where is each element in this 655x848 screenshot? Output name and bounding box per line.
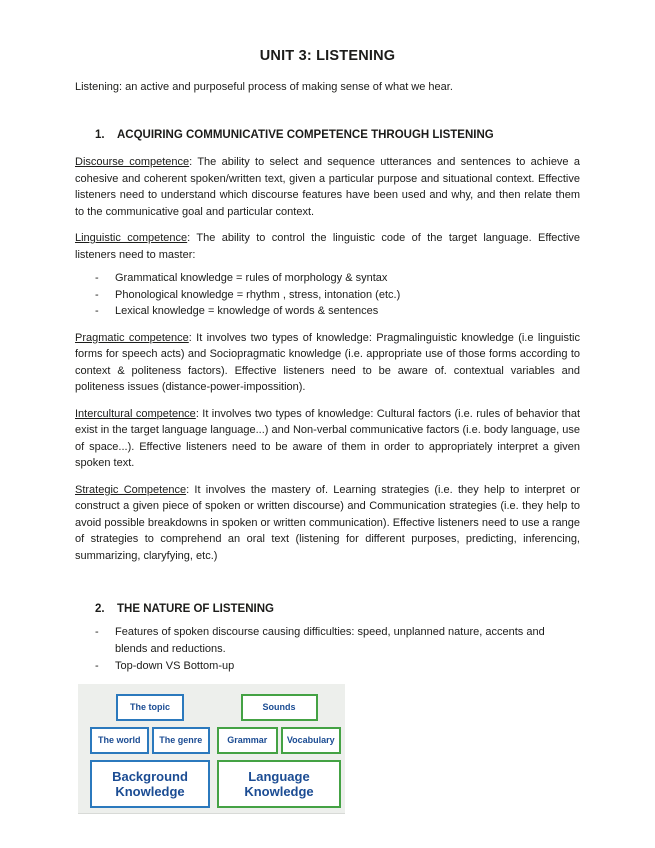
paragraph-intercultural-competence <box>75 406 580 472</box>
paragraph-linguistic-competence <box>75 230 580 263</box>
bullet-dash: - <box>95 626 99 638</box>
nature-bullet-list <box>75 624 580 675</box>
text-strategic-competence: : It involves the mastery of. Learning strategies (i.e. they help to interpret or construct a given piece of spoken or written discourse) and Communication strategies (i.e. they help to avoid possible breakdowns in spoken or written communication). Effective listeners need to use a range of strategies to comprehend an oral text (listening for different purposes, predicting, inferencing, summarizing, claryfying, etc.) <box>75 483 580 562</box>
term-pragmatic-competence: Pragmatic competence <box>75 331 189 344</box>
section-2-number: 2. <box>95 603 105 615</box>
list-item <box>75 624 580 658</box>
background-knowledge-mid-row <box>90 727 210 754</box>
knowledge-diagram-image <box>78 684 345 814</box>
text-discourse-competence: : The ability to select and sequence utterances and sentences to achieve a cohesive and coherent spoken/written text, given a particular purpose and situational context. Effective listeners need to understand which discourse features have been used and why, and then relate them to the communicative goal and particular context. <box>75 156 580 218</box>
paragraph-strategic-competence <box>75 482 580 565</box>
bullet-text-topdown-bottomup: Top-down VS Bottom-up <box>115 660 235 672</box>
background-knowledge-column <box>90 694 210 808</box>
bullet-text-lexical: Lexical knowledge = knowledge of words & sentences <box>115 305 379 317</box>
section-1-heading-text: ACQUIRING COMMUNICATIVE COMPETENCE THROUGH LISTENING <box>117 129 494 141</box>
bullet-dash: - <box>95 288 99 301</box>
language-knowledge-column <box>217 694 341 808</box>
diagram-box-language-knowledge: Language Knowledge <box>217 760 341 808</box>
diagram-box-grammar: Grammar <box>217 727 278 754</box>
bullet-text-phonological: Phonological knowledge = rhythm , stress, intonation (etc.) <box>115 288 401 301</box>
paragraph-discourse-competence <box>75 154 580 220</box>
list-item <box>75 270 580 287</box>
term-linguistic-competence: Linguistic competence <box>75 232 188 244</box>
bullet-dash: - <box>95 272 99 284</box>
bullet-dash: - <box>95 305 99 317</box>
term-discourse-competence: Discourse competence <box>75 156 190 168</box>
diagram-box-the-genre: The genre <box>152 727 211 754</box>
text-intercultural-competence: : It involves two types of knowledge: Cultural factors (i.e. rules of behavior that exist in the target language language...) and Non-verbal communicative factors (i.e. body language, use of space...). Effective listeners need to be aware of them in order to appropriately interpret a given spoken text. <box>75 407 581 469</box>
list-item <box>75 658 580 675</box>
intro-paragraph: Listening: an active and purposeful process of making sense of what we hear. <box>75 81 453 93</box>
section-2-heading <box>75 602 580 617</box>
bullet-text-features: Features of spoken discourse causing difficulties: speed, unplanned nature, accents and blends and reductions. <box>115 626 545 655</box>
list-item <box>75 287 580 304</box>
language-knowledge-mid-row <box>217 727 341 754</box>
diagram-box-vocabulary: Vocabulary <box>281 727 342 754</box>
document-title: UNIT 3: LISTENING <box>259 48 396 64</box>
term-strategic-competence: Strategic Competence <box>75 483 187 496</box>
bullet-text-grammatical: Grammatical knowledge = rules of morphology & syntax <box>115 272 388 284</box>
paragraph-pragmatic-competence <box>75 330 580 396</box>
section-1-number: 1. <box>95 129 105 141</box>
text-pragmatic-competence: : It involves two types of knowledge: Pragmalinguistic knowledge (i.e linguistic forms for speech acts) and Sociopragmatic knowledge (i.e. appropriate use of those forms according to context & politeness factors). Effective listeners need to be aware of. contextual variables and politeness issues (distance-power-impossition). <box>75 331 581 393</box>
diagram-box-the-topic: The topic <box>116 694 184 721</box>
diagram-box-sounds: Sounds <box>241 694 318 721</box>
diagram-box-the-world: The world <box>90 727 149 754</box>
section-1-heading <box>75 128 580 143</box>
bullet-dash: - <box>95 660 99 672</box>
diagram-box-background-knowledge: Background Knowledge <box>90 760 210 808</box>
linguistic-bullet-list <box>75 270 580 320</box>
text-linguistic-competence: : The ability to control the linguistic code of the target language. Effective listeners need to master: <box>75 232 581 261</box>
term-intercultural-competence: Intercultural competence <box>75 407 196 420</box>
section-2-heading-text: THE NATURE OF LISTENING <box>117 603 274 615</box>
list-item <box>75 303 580 320</box>
